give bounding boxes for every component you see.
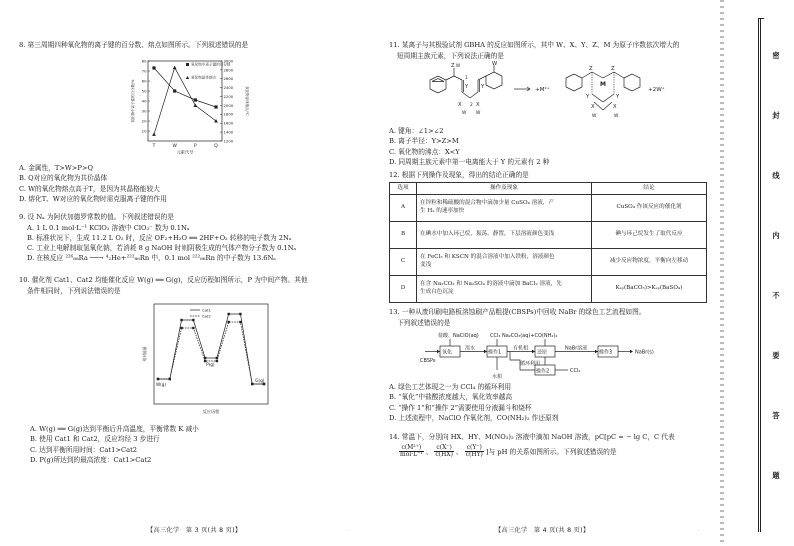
fraction-hx bbox=[434, 445, 454, 459]
separator-2: 、 bbox=[455, 447, 463, 456]
bond-right-1 bbox=[582, 72, 592, 78]
flow-label-op1: 操作1 bbox=[488, 349, 502, 356]
question-9-stem: 9. 设 Nₐ 为阿伏加德罗常数的值。下列叙述错误的是 bbox=[19, 213, 174, 221]
fraction-metal-ion-denominator: mol·L⁻¹ bbox=[400, 450, 423, 458]
q8-x-axis-label: 元素代号 bbox=[176, 149, 194, 155]
q10-annotation-g: G(g) bbox=[255, 378, 265, 383]
q10-x-axis-label: 反应历程 bbox=[202, 409, 220, 414]
table-cell-option[interactable]: C bbox=[390, 249, 417, 276]
binding-strip-char: 封 bbox=[772, 111, 780, 120]
q8-category-label: W bbox=[172, 144, 177, 149]
operation-line: 在含 Na₂CO₃ 和 Na₂SO₄ 的溶液中滴加 BaCl₂ 溶液，先 bbox=[420, 281, 562, 288]
question-9-option-d[interactable]: D. 在核反应 ²²⁶₈₈Ra ──→ ⁴₂He+²²²₈₆Rn 中，0.1 mol ²²²₈₆Rn 的中子数为 13.6Nₐ bbox=[27, 254, 276, 263]
question-11-option-a[interactable]: A. 键角：∠1>∠2 bbox=[389, 127, 444, 135]
q8-legend-label-1: 氧化物中离子键的百分数 bbox=[191, 62, 231, 67]
arrowhead-5 bbox=[630, 350, 633, 353]
q10-data-point bbox=[239, 313, 241, 315]
question-10-option-b[interactable]: B. 使用 Cat1 和 Cat2，反应均经 3 步进行 bbox=[30, 435, 160, 444]
operation-line: 在锌粒和稀硫酸的混合物中滴加少量 CuSO₄ 溶液，产 bbox=[420, 200, 554, 207]
flow-label-in-top2: CCl₄ Na₂CO₃(aq)+CO(NH₂)₂ bbox=[490, 333, 558, 339]
binding-margin-strip bbox=[714, 0, 794, 546]
question-8-option-d[interactable]: D. 熔化T、W对应的氧化物时需克服离子键的作用 bbox=[19, 194, 167, 203]
reagent-metal-ion: +M²⁺ bbox=[535, 87, 550, 93]
question-11-stem-line-1: 11. 某离子与其极验试剂 GBHA 的反应如图所示，其中 W、X、Y、Z、M 为原子序数依次增大的 bbox=[389, 41, 680, 49]
conclusion-line: CuSO₄ 作该反应的催化剂 bbox=[616, 204, 682, 211]
question-11 bbox=[389, 42, 679, 63]
atom-y-left: Y bbox=[465, 84, 469, 90]
table-cell-operation bbox=[417, 222, 592, 249]
table-body bbox=[390, 195, 707, 303]
table-header-row bbox=[390, 183, 707, 195]
q8-data-point-square bbox=[194, 98, 197, 101]
q10-y-axis-label: 相对能量 bbox=[142, 346, 147, 362]
question-8-stem: 8. 第三周期四种氧化物的离子键的百分数、熔点如图所示。下列叙述错误的是 bbox=[19, 41, 249, 49]
table-cell-option[interactable]: D bbox=[390, 276, 417, 303]
bond-left-2 bbox=[454, 76, 462, 80]
atom-y-left-2: Y bbox=[481, 84, 485, 90]
question-9-option-c[interactable]: C. 工业上电解制取氢氧化钠，若消耗 8 g NaOH 时则阴极生成的气体产物分子数为 0.1Nₐ bbox=[27, 244, 297, 253]
bond-right-8 bbox=[603, 102, 612, 110]
binding-rule-top-tick bbox=[758, 18, 764, 19]
atom-w-left-bottom-2: W bbox=[476, 111, 481, 116]
q10-data-point bbox=[180, 327, 182, 329]
binding-strip-char: 答 bbox=[772, 411, 780, 420]
q8-right-tick-label: 2600 bbox=[223, 76, 234, 82]
atom-w-left-top: W bbox=[492, 61, 498, 67]
conclusion-line: 碘与环己烷发生了取代反应 bbox=[615, 231, 683, 238]
question-11-option-c[interactable]: C. 氧化物的沸点：X<Y bbox=[389, 147, 460, 156]
q8-data-point-square bbox=[214, 105, 217, 108]
question-9-option-a[interactable]: A. 1 L 0.1 mol·L⁻¹ KClO₃ 溶液中 ClO₃⁻ 数为 0.1Nₐ bbox=[27, 223, 190, 232]
table-row bbox=[390, 195, 707, 222]
operation-line: 在 FeCl₃ 和 KSCN 的混合溶液中加入铁粉，溶液颜色 bbox=[420, 254, 555, 261]
q8-left-tick-label: 70 bbox=[141, 68, 147, 74]
question-11-stem-line-2: 短周期主族元素，下列说法正确的是 bbox=[397, 51, 504, 60]
flow-label-op3: 操作3 bbox=[599, 349, 613, 356]
q8-data-point-triangle bbox=[173, 66, 177, 70]
table-cell-operation bbox=[417, 276, 592, 303]
question-8-option-c[interactable]: C. W的氧化物熔点高于T，是因为其晶格能较大 bbox=[19, 184, 160, 193]
atom-w-right-bottom-2: W bbox=[614, 114, 619, 119]
ring-left-1-inner bbox=[432, 79, 444, 82]
question-13-options bbox=[389, 384, 558, 425]
q8-left-tick-label: 30 bbox=[141, 108, 147, 114]
question-14-stem-line-2 bbox=[389, 445, 675, 459]
atom-z-left: Z bbox=[451, 63, 455, 69]
q10-series-line bbox=[158, 322, 264, 384]
binding-strip-char: 内 bbox=[772, 231, 780, 240]
question-13 bbox=[389, 309, 645, 330]
atom-x-right: X bbox=[591, 104, 595, 110]
bond-right-6 bbox=[603, 94, 614, 102]
question-12 bbox=[389, 172, 529, 183]
question-12-table bbox=[389, 182, 707, 303]
table-row bbox=[390, 249, 707, 276]
bond-left-4 bbox=[462, 92, 470, 98]
question-11-option-d[interactable]: D. 同周期主族元素中第一电离能大于 Y 的元素有 2 种 bbox=[389, 157, 550, 166]
q8-right-tick-label: 2200 bbox=[223, 93, 234, 99]
table-row bbox=[390, 222, 707, 249]
flow-label-oxidize: 氧化 bbox=[442, 349, 453, 356]
page-3-footer: 【高三化学 第 3 页(共 8 页)】 bbox=[147, 526, 242, 534]
atom-y-right-2: Y bbox=[616, 94, 620, 100]
question-8-options bbox=[19, 165, 167, 206]
arrowhead-4 bbox=[595, 350, 598, 353]
flow-label-water-phase: 水相 bbox=[492, 374, 503, 380]
q10-data-point bbox=[251, 383, 253, 385]
flow-label-bromine-water: 溴水 bbox=[465, 345, 476, 352]
operation-line: 生 H₂ 的速率加快 bbox=[420, 208, 465, 214]
operation-line: 变浅 bbox=[420, 262, 432, 268]
bond-right-7 bbox=[594, 102, 603, 110]
flow-label-in-top1: 盐酸、NaClO(aq) bbox=[438, 333, 479, 339]
question-13-process-flowchart bbox=[420, 330, 685, 380]
question-9-option-b[interactable]: B. 标准状况下，生成 11.2 L O₂ 时，反应 OF₂+H₂O ══ 2HF+O₂ 转移的电子数为 2Nₐ bbox=[27, 233, 292, 242]
question-11-options bbox=[389, 128, 549, 169]
q10-series-line bbox=[158, 314, 264, 384]
question-8 bbox=[19, 42, 248, 53]
question-10-option-d[interactable]: D. P(g)所达到的最高浓度：Cat1>Cat2 bbox=[30, 455, 152, 464]
q8-data-point-triangle bbox=[214, 119, 218, 123]
bond-left-1 bbox=[446, 76, 454, 80]
exam-page-4 bbox=[368, 0, 714, 546]
q8-legend-label-2: 氧化物晶体熔点 bbox=[191, 75, 217, 80]
binding-rule bbox=[758, 18, 759, 532]
table-cell-operation bbox=[417, 195, 592, 222]
bond-right-4 bbox=[614, 72, 624, 78]
table-cell-conclusion bbox=[592, 195, 707, 222]
table-cell-conclusion bbox=[592, 249, 707, 276]
flow-label-recycle: 循环利用 bbox=[520, 361, 541, 367]
q8-data-point-square bbox=[152, 66, 155, 69]
arrowhead-2 bbox=[484, 350, 487, 353]
binding-side-band bbox=[720, 0, 724, 546]
q8-data-point-square bbox=[173, 89, 176, 92]
flow-label-organic: 有机相 bbox=[513, 345, 529, 352]
table-row bbox=[390, 276, 707, 303]
table-header-operation: 操作及现象 bbox=[417, 183, 592, 195]
table-header-conclusion: 结论 bbox=[592, 183, 707, 195]
bond-left-5 bbox=[470, 92, 478, 98]
q8-right-tick-label: 1800 bbox=[223, 111, 234, 117]
question-10-stem-line-1: 10. 催化剂 Cat1、Cat2 均能催化反应 W(g) ══ G(g)，反应历程如图所示，P 为中间产物。其他 bbox=[19, 276, 308, 284]
q10-annotation-p: P(g) bbox=[206, 362, 215, 367]
question-8-option-b[interactable]: B. Q对应的氧化物为共价晶体 bbox=[19, 174, 108, 183]
q8-right-tick-label: 2400 bbox=[223, 85, 234, 91]
binding-rule-inner bbox=[760, 18, 761, 532]
question-13-option-c[interactable]: C. “操作 1”和“操作 2”需要使用分液漏斗和烧杯 bbox=[389, 403, 532, 412]
q8-left-tick-label: 40 bbox=[141, 98, 147, 104]
q8-category-label: Q bbox=[214, 144, 218, 149]
q10-plot-frame bbox=[154, 304, 268, 404]
ring-right-2 bbox=[624, 74, 640, 91]
fraction-metal-ion bbox=[399, 445, 424, 459]
atom-y-right: Y bbox=[586, 94, 590, 100]
q8-data-point-triangle bbox=[152, 132, 156, 136]
q10-energy-profile-chart bbox=[140, 300, 272, 420]
flow-label-ccl4-out: CCl₄ bbox=[570, 368, 581, 374]
q10-data-point bbox=[157, 378, 159, 380]
question-13-stem-line-1: 13. 一种从废印刷电路板溶蚀刷产品粗提(CBSPs)中回收 NaBr 的绿色工艺流程如图。 bbox=[389, 308, 646, 316]
separator-1: 、 bbox=[425, 447, 433, 456]
bond-left-7 bbox=[478, 76, 486, 80]
atom-z-right-2: Z bbox=[611, 66, 615, 72]
bond-right-2 bbox=[592, 72, 603, 78]
binding-strip-char: 题 bbox=[772, 471, 780, 480]
q8-left-tick-label: 10 bbox=[141, 128, 147, 134]
q10-annotation-w: W(g) bbox=[156, 382, 167, 387]
table-cell-conclusion bbox=[592, 222, 707, 249]
q10-legend-label-2: Cat2 bbox=[202, 313, 211, 319]
table-cell-option[interactable]: B bbox=[390, 222, 417, 249]
q10-legend-label-1: Cat1 bbox=[202, 307, 211, 313]
q8-left-tick-label: 20 bbox=[141, 118, 147, 124]
fraction-hx-denominator: c(HX) bbox=[435, 450, 453, 458]
page-4-footer-tick: · bbox=[698, 528, 700, 534]
bond-right-3 bbox=[603, 72, 614, 78]
atom-z-right: Z bbox=[589, 66, 593, 72]
question-14-stem-tail: ]与 pH 的关系如图所示。下列叙述错误的是 bbox=[485, 447, 617, 456]
q8-right-tick-label: 1600 bbox=[223, 120, 234, 126]
question-13-option-b[interactable]: B. “氧化”中盐酸浓度越大，氧化效率越高 bbox=[389, 393, 513, 402]
conclusion-line: Kₛₚ(BaCO₃)>Kₛₚ(BaSO₄) bbox=[615, 285, 683, 292]
q8-right-tick-label: 2000 bbox=[223, 102, 234, 108]
binding-strip-char: 要 bbox=[772, 351, 780, 360]
atom-x-left-2: X bbox=[476, 102, 480, 108]
question-14 bbox=[389, 434, 675, 458]
flow-label-nabr-solution: NaBr溶液 bbox=[565, 345, 588, 352]
question-10-stem-line-2: 条件相同时，下列说法错误的是 bbox=[27, 286, 121, 295]
q8-right-tick-label: 3000 bbox=[223, 58, 234, 64]
flow-label-op2: 操作2 bbox=[536, 368, 550, 375]
fraction-hy bbox=[465, 445, 484, 459]
angle-2-label: 2 bbox=[470, 103, 473, 108]
q8-dual-axis-chart bbox=[130, 55, 250, 159]
table-cell-operation bbox=[417, 249, 592, 276]
conclusion-line: 减少反应物浓度，平衡向左移动 bbox=[609, 258, 689, 265]
product-w-ion: +2W⁺ bbox=[648, 87, 665, 93]
table-cell-conclusion bbox=[592, 276, 707, 303]
q8-right-tick-label: 2800 bbox=[223, 67, 234, 73]
question-10 bbox=[19, 277, 308, 298]
atom-w-right-bottom: W bbox=[592, 114, 597, 119]
q10-data-point bbox=[192, 327, 194, 329]
q8-right-tick-label: 1400 bbox=[223, 129, 234, 135]
question-13-option-d[interactable]: D. 上述流程中，NaClO 作氧化剂，CO(NH₂)₂ 作还原剂 bbox=[389, 413, 559, 422]
flow-label-reduce: 还原 bbox=[537, 349, 548, 356]
q8-right-axis-label: 氧化物晶体熔点/℃ bbox=[245, 86, 249, 116]
q8-legend-marker-square bbox=[186, 63, 189, 66]
binding-strip-char: 密 bbox=[772, 51, 780, 60]
exam-page-3 bbox=[0, 0, 369, 546]
q8-right-tick-label: 1200 bbox=[223, 138, 234, 144]
ring-left-2 bbox=[486, 72, 502, 89]
q10-data-point bbox=[239, 321, 241, 323]
question-12-stem: 12. 根据下列操作及现象，得出的结论正确的是 bbox=[389, 171, 529, 179]
table-cell-option[interactable]: A bbox=[390, 195, 417, 222]
question-13-stem-line-2: 下列叙述错误的是 bbox=[397, 318, 451, 327]
question-10-option-a[interactable]: A. W(g) ══ G(g)达到平衡后升高温度，平衡常数 K 减小 bbox=[30, 425, 199, 433]
atom-w-left-bottom: W bbox=[462, 111, 467, 116]
flow-label-product: NaBr(s) bbox=[635, 349, 654, 356]
q8-legend-marker-triangle bbox=[186, 76, 189, 79]
fraction-hy-numerator: c(Y⁻) bbox=[465, 445, 484, 452]
q8-left-axis-label: 氧化物中离子键的百分数/% bbox=[131, 79, 135, 123]
atom-x-left: X bbox=[458, 102, 462, 108]
angle-1-label: 1 bbox=[465, 76, 468, 81]
question-8-option-a[interactable]: A. 金属性，T>W>P>Q bbox=[19, 164, 93, 172]
fraction-hx-numerator: c(X⁻) bbox=[434, 445, 454, 452]
question-14-stem-line-1: 14. 常温下，分别向 HX、HY、M(NO₃)₂ 溶液中滴加 NaOH 溶液，pC[pC = − lg C，C 代表 bbox=[389, 433, 675, 441]
atom-x-right-2: X bbox=[613, 104, 617, 110]
q10-data-point bbox=[192, 319, 194, 321]
ring-right-1 bbox=[566, 74, 582, 91]
question-13-option-a[interactable]: A. 绿色工艺体现之一为 CCl₄ 的循环利用 bbox=[389, 383, 512, 391]
q8-data-point-triangle bbox=[193, 103, 197, 107]
question-10-options bbox=[30, 426, 199, 467]
q8-category-label: P bbox=[194, 144, 197, 149]
fraction-hy-denominator: c(HY) bbox=[465, 450, 483, 458]
page-4-footer: 【高三化学 第 4 页(共 8 页)】 bbox=[495, 526, 590, 534]
page-3-footer-tick: · bbox=[348, 528, 350, 534]
atom-m-center: M bbox=[600, 81, 606, 88]
q10-data-point bbox=[169, 378, 171, 380]
arrowhead-3 bbox=[532, 350, 535, 353]
bond-right-5 bbox=[592, 94, 603, 102]
flow-label-feed: CBSPs bbox=[420, 358, 436, 364]
q10-data-point bbox=[227, 313, 229, 315]
q10-data-point bbox=[227, 321, 229, 323]
question-10-option-c[interactable]: C. 达到平衡所用时间：Cat1>Cat2 bbox=[30, 445, 138, 454]
question-11-option-b[interactable]: B. 离子半径：Y>Z>M bbox=[389, 137, 459, 146]
arrowhead-1 bbox=[437, 350, 440, 353]
q10-data-point bbox=[263, 383, 265, 385]
q10-data-point bbox=[180, 319, 182, 321]
q8-series-line bbox=[154, 68, 216, 107]
binding-strip-char: 不 bbox=[772, 291, 780, 300]
q8-plot-frame bbox=[148, 61, 222, 141]
question-9 bbox=[19, 214, 296, 266]
operation-line: 在碘水中加入环己烷，振荡，静置，下层溶液颜色变浅 bbox=[420, 231, 555, 238]
q8-left-tick-label: 80 bbox=[141, 58, 147, 64]
atom-w-left: W bbox=[456, 63, 461, 68]
fraction-metal-ion-numerator: c(M²⁺) bbox=[399, 445, 424, 452]
table-header-option: 选项 bbox=[390, 183, 417, 195]
question-11-reaction-scheme bbox=[408, 62, 698, 120]
q8-left-tick-label: 60 bbox=[141, 78, 147, 84]
binding-strip-char: 线 bbox=[772, 171, 780, 180]
q8-left-tick-label: 50 bbox=[141, 88, 147, 94]
q10-data-point bbox=[216, 360, 218, 362]
operation-line: 生成白色沉淀 bbox=[420, 289, 454, 295]
q8-category-label: T bbox=[152, 144, 156, 149]
